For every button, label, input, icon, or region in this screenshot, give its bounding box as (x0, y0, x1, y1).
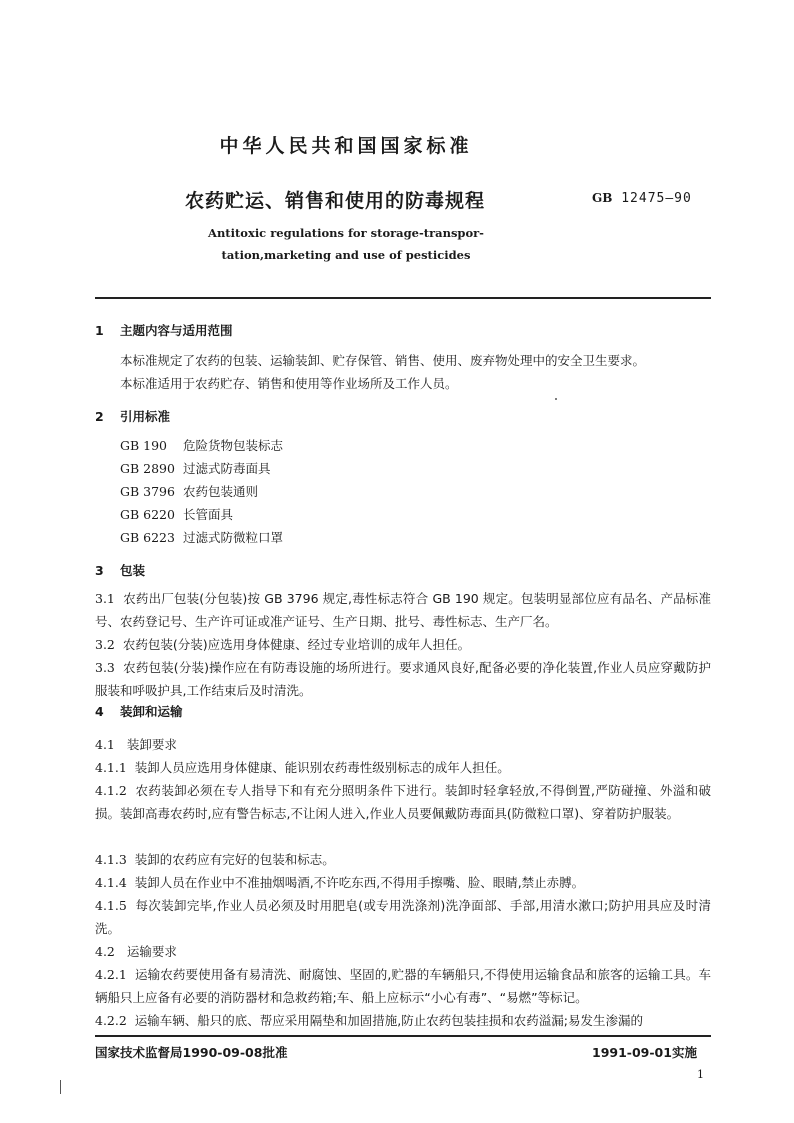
clause-4-1-2 (95, 779, 711, 825)
clause-text: 运输要求 (126, 944, 177, 959)
clause-4-1-4 (95, 871, 711, 894)
clause-number: 4.1.3 (95, 852, 127, 867)
effective-date: 1991-09-01实施 (592, 1045, 697, 1060)
section-title: 主题内容与适用范围 (120, 323, 233, 338)
clause-4-2-1 (95, 963, 711, 1009)
section-title: 包装 (120, 563, 146, 578)
reference-item (120, 482, 258, 500)
section-title: 装卸和运输 (120, 704, 183, 719)
clause-text: 运输农药要使用备有易清洗、耐腐蚀、坚固的,贮器的车辆船只,不得使用运输食品和旅客的运输工具。车辆船只上应备有必要的消防器材和急救药箱;车、船上应标示“小心有毒”、“易燃”等标记。 (95, 967, 712, 1005)
scan-dot (555, 398, 557, 400)
reference-name: 农药包装通则 (183, 484, 259, 499)
document-title: 农药贮运、销售和使用的防毒规程 (185, 190, 486, 212)
clause-3-1 (95, 587, 711, 633)
section-number: 2 (95, 409, 104, 424)
clause-text: 装卸人员应选用身体健康、能识别农药毒性级别标志的成年人担任。 (134, 760, 510, 775)
clause-text: 农药装卸必须在专人指导下和有充分照明条件下进行。装卸时轻拿轻放,不得倒置,严防碰撞、外溢和破损。装卸高毒农药时,应有警告标志,不让闲人进入,作业人员要佩戴防毒面具(防微粒口罩)、穿着防护服装。 (95, 783, 711, 821)
reference-item (120, 436, 283, 454)
clause-number: 4.1.4 (95, 875, 127, 890)
english-title-line-1: Antitoxic regulations for storage-transpor- (208, 226, 484, 240)
section-1-paragraph-2: 本标准适用于农药贮存、销售和使用等作业场所及工作人员。 (120, 376, 458, 391)
clause-text: 农药包装(分装)操作应在有防毒设施的场所进行。要求通风良好,配备必要的净化装置,作业人员应穿戴防护服装和呼吸护具,工作结束后及时清洗。 (95, 660, 711, 698)
subsection-4-1 (95, 733, 711, 756)
section-2-heading (95, 407, 170, 425)
reference-code: GB 6223 (120, 530, 175, 545)
footer-rule (95, 1035, 711, 1037)
section-4-heading (95, 702, 183, 720)
clause-text: 农药包装(分装)应选用身体健康、经过专业培训的成年人担任。 (122, 637, 471, 652)
reference-code: GB 2890 (120, 461, 175, 476)
clause-4-1-5 (95, 894, 711, 940)
reference-name: 过滤式防微粒口罩 (183, 530, 284, 545)
reference-code: GB 190 (120, 438, 168, 453)
clause-text: 运输车辆、船只的底、帮应采用隔垫和加固措施,防止农药包装挂损和农药溢漏;易发生渗漏的 (134, 1013, 643, 1028)
page-number: 1 (697, 1068, 704, 1081)
clause-text: 农药出厂包装(分包装)按 GB 3796 规定,毒性标志符合 GB 190 规定。包装明显部位应有品名、产品标准号、农药登记号、生产许可证或准产证号、生产日期、批号、毒性标志、生产厂名。 (95, 591, 711, 629)
clause-4-1-1 (95, 756, 711, 779)
section-3-heading (95, 561, 145, 579)
clause-text: 每次装卸完毕,作业人员必须及时用肥皂(或专用洗涤剂)洗净面部、手部,用清水漱口;防护用具应及时清洗。 (95, 898, 711, 936)
reference-item (120, 459, 271, 477)
national-standard-heading: 中华人民共和国国家标准 (219, 135, 473, 157)
clause-number: 3.3 (95, 660, 115, 675)
clause-number: 4.2.2 (95, 1013, 127, 1028)
clause-number: 4.1.1 (95, 760, 127, 775)
header-rule (95, 297, 711, 299)
reference-item (120, 505, 233, 523)
clause-text: 装卸要求 (126, 737, 177, 752)
clause-text: 装卸的农药应有完好的包装和标志。 (134, 852, 335, 867)
section-1-paragraph-1: 本标准规定了农药的包装、运输装卸、贮存保管、销售、使用、废弃物处理中的安全卫生要求。 (120, 353, 646, 368)
clause-number: 4.1 (95, 737, 115, 752)
section-number: 3 (95, 563, 104, 578)
clause-number: 3.2 (95, 637, 115, 652)
clause-4-2-2 (95, 1009, 711, 1032)
approval-line: 国家技术监督局1990-09-08批准 (95, 1045, 288, 1060)
reference-name: 危险货物包装标志 (183, 438, 284, 453)
english-title-line-2: tation,marketing and use of pesticides (221, 248, 471, 262)
scan-mark (60, 1080, 61, 1094)
reference-item (120, 528, 283, 546)
clause-number: 4.1.2 (95, 783, 127, 798)
clause-text: 装卸人员在作业中不准抽烟喝酒,不许吃东西,不得用手擦嘴、脸、眼睛,禁止赤膊。 (134, 875, 585, 890)
section-number: 1 (95, 323, 104, 338)
clause-number: 4.1.5 (95, 898, 127, 913)
section-1-heading (95, 321, 233, 339)
reference-name: 长管面具 (183, 507, 234, 522)
reference-name: 过滤式防毒面具 (183, 461, 271, 476)
clause-number: 4.2 (95, 944, 115, 959)
section-title: 引用标准 (120, 409, 171, 424)
subsection-4-2 (95, 940, 711, 963)
clause-3-2 (95, 633, 711, 656)
clause-4-1-3 (95, 848, 711, 871)
section-number: 4 (95, 704, 104, 719)
standard-code-prefix: GB (592, 191, 613, 205)
reference-code: GB 6220 (120, 507, 175, 522)
clause-number: 4.2.1 (95, 967, 127, 982)
clause-3-3 (95, 656, 711, 702)
standard-code-number: 12475—90 (621, 191, 692, 206)
reference-code: GB 3796 (120, 484, 175, 499)
clause-number: 3.1 (95, 591, 115, 606)
standard-code (592, 191, 692, 206)
